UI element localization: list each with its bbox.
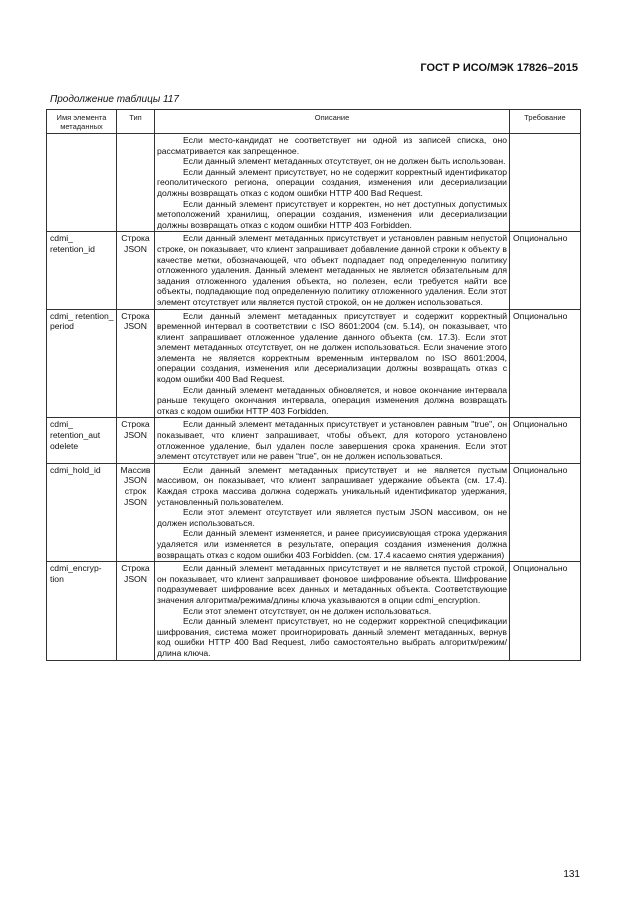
type-line: Строка bbox=[121, 419, 150, 430]
description-paragraph: Если данный элемент присутствует, но не содержит корректной спецификации шифрования, система может проигнорировать данный элемент метаданных, вернув код ошибки HTTP 400 Bad Request, либо самостоятельно выбрать алгоритм/режим/длина ключа. bbox=[157, 616, 507, 658]
description-paragraph: Если данный элемент присутствует и корректен, но нет доступных допустимых метоположений хранилищ, операции создания, изменения или десериализации должны возвращать отказ с кодом ошибки HTTP 403 Forbidden. bbox=[157, 198, 507, 230]
table-row bbox=[47, 562, 581, 660]
metadata-element-name bbox=[47, 134, 117, 232]
metadata-element-requirement: Опционально bbox=[510, 418, 581, 463]
metadata-element-requirement: Опционально bbox=[510, 309, 581, 418]
type-line: Массив bbox=[120, 464, 151, 475]
standard-id: ГОСТ Р ИСО/МЭК 17826–2015 bbox=[420, 62, 578, 74]
metadata-element-requirement bbox=[510, 134, 581, 232]
description-paragraph: Если данный элемент метаданных обновляется, и новое окончание интервала раньше текущего окончания интервала, операция изменения должна возвращать отказ с кодом ошибки HTTP 403 Forbidden. bbox=[157, 384, 507, 416]
type-line: JSON bbox=[124, 430, 147, 441]
type-line: JSON bbox=[124, 496, 147, 507]
metadata-element-description bbox=[155, 232, 510, 309]
type-line: Строка bbox=[121, 563, 150, 574]
table-row bbox=[47, 134, 581, 232]
table-body bbox=[47, 134, 581, 661]
metadata-element-name: cdmi_ retention_aut odelete bbox=[47, 418, 117, 463]
metadata-element-type bbox=[117, 418, 155, 463]
description-paragraph: Если данный элемент метаданных присутствует и не является пустой строкой, он показывает, что клиент запрашивает фоновое шифрование объекта. Шифрование подразумевает шифрование всех данных и метаданных объекта. Соответствующие значения алгоритма/режима/длины ключа указываются в опции cdmi_encryption. bbox=[157, 563, 507, 605]
description-paragraph: Если данный элемент метаданных присутствует и установлен равным непустой строке, он показывает, что клиент запрашивает добавление данной строки к объекту в качестве метки, обозначающей, что объект подпадает под определенную политику отложенного удаления. Данный элемент метаданных не является обязательным для задания отложенного удаления объекта, но полезен, если требуется найти все объекты, подпадающие под определенную политику отложенного удаления. Если этот элемент отсутствует или является пустой строкой, он не должен использоваться. bbox=[157, 233, 507, 307]
column-header-description: Описание bbox=[155, 110, 510, 134]
metadata-element-description bbox=[155, 463, 510, 561]
type-line: Строка bbox=[121, 233, 150, 244]
metadata-element-name: cdmi_ retention_ period bbox=[47, 309, 117, 418]
description-paragraph: Если данный элемент метаданных отсутствует, он не должен быть использован. bbox=[183, 156, 506, 167]
description-paragraph: Если данный элемент присутствует, но не содержит корректный идентификатор геополитического региона, операции создания, изменения или десериализации должны возвращать отказ с кодом ошибки HTTP 400 Bad Request. bbox=[157, 166, 507, 198]
metadata-element-name: cdmi_hold_id bbox=[47, 463, 117, 561]
type-line: JSON bbox=[124, 475, 147, 486]
column-header-name: Имя элемента метаданных bbox=[47, 110, 117, 134]
description-paragraph: Если данный элемент метаданных присутствует и содержит корректный временной интервал в соответствии с ISO 8601:2004 (см. 5.14), он показывает, что клиент запрашивает отложенное удаление данного объекта (см. 17.3). Если этот элемент метаданных отсутствует, он не должен использоваться. Если значение этого элемента не является корректным временным интервалом по ISO 8601:2004, операции создания, изменения или десериализации должны возвращать отказ с кодом ошибки 400 Bad Request. bbox=[157, 310, 507, 385]
metadata-element-requirement: Опционально bbox=[510, 562, 581, 660]
metadata-element-type bbox=[117, 562, 155, 660]
metadata-element-requirement: Опционально bbox=[510, 463, 581, 561]
type-line: Строка bbox=[121, 310, 150, 321]
description-paragraph: Если данный элемент изменяется, и ранее присуиисвующая строка удержания удаляется или изменяется в результате, операция создания изменения должна возвращать отказ с кодом ошибки 403 Forbidden. (см. 17.4 касаемо снятия удержания) bbox=[157, 528, 507, 560]
metadata-element-description bbox=[155, 562, 510, 660]
metadata-element-name: cdmi_encryp- tion bbox=[47, 562, 117, 660]
description-paragraph: Если этот элемент отсутствует, он не должен использоваться. bbox=[183, 605, 432, 616]
page-number: 131 bbox=[563, 869, 580, 880]
description-paragraph: Если место-кандидат не соответствует ни одной из записей списка, оно рассматривается как запрещенное. bbox=[157, 135, 507, 156]
metadata-element-type bbox=[117, 232, 155, 309]
metadata-element-description bbox=[155, 309, 510, 418]
column-header-requirement: Требование bbox=[510, 110, 581, 134]
type-line: строк bbox=[124, 486, 147, 496]
column-header-type: Тип bbox=[117, 110, 155, 134]
description-paragraph: Если этот элемент отсутствует или является пустым JSON массивом, он не должен использоваться. bbox=[157, 507, 507, 528]
table-continuation-caption: Продолжение таблицы 117 bbox=[50, 94, 179, 105]
table-header-row bbox=[47, 110, 581, 134]
metadata-element-type bbox=[117, 134, 155, 232]
description-paragraph: Если данный элемент метаданных присутствует и установлен равным "true", он показывает, что клиент запрашивает, чтобы объект, для которого установлено отложенное удаление, был удален после завершения срока хранения. Если этот элемент отсутствует или не равен “true”, он не должен использоваться. bbox=[157, 419, 507, 462]
metadata-element-description bbox=[155, 418, 510, 463]
table-row bbox=[47, 309, 581, 418]
metadata-element-name: cdmi_ retention_id bbox=[47, 232, 117, 309]
table-row bbox=[47, 463, 581, 561]
metadata-element-type bbox=[117, 463, 155, 561]
metadata-element-type bbox=[117, 309, 155, 418]
table-row bbox=[47, 232, 581, 309]
description-paragraph: Если данный элемент метаданных присутствует и не является пустым массивом, он показывает, что клиент запрашивает удержание объекта (см. 17.4). Каждая строка массива должна содержать уникальный идентификатор удержания, установленный пользователем. bbox=[157, 464, 507, 507]
metadata-table bbox=[46, 109, 581, 661]
table-row bbox=[47, 418, 581, 463]
type-line: JSON bbox=[124, 243, 147, 254]
metadata-element-requirement: Опционально bbox=[510, 232, 581, 309]
metadata-element-description bbox=[155, 134, 510, 232]
type-line: JSON bbox=[124, 573, 147, 584]
type-line: JSON bbox=[124, 321, 147, 332]
